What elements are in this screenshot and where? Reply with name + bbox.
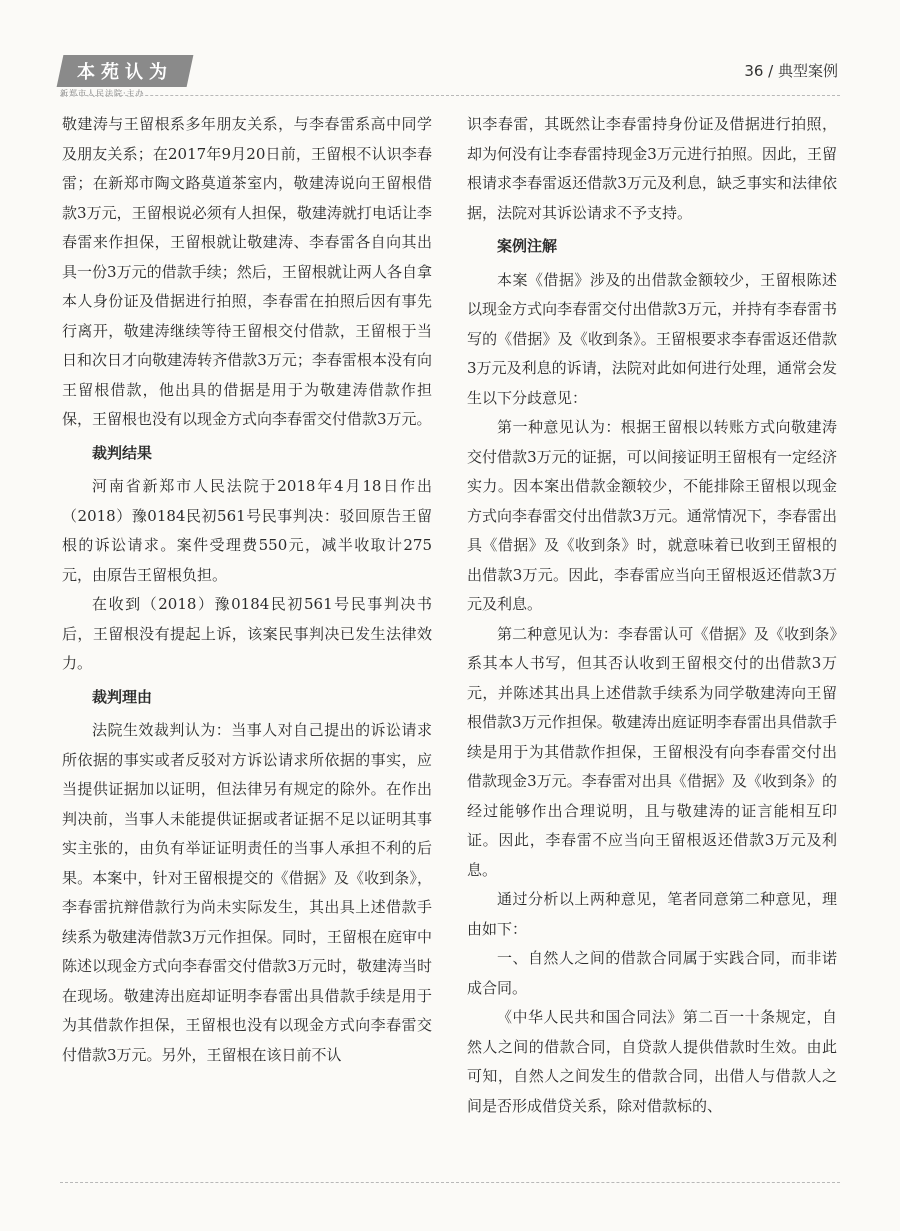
result-paragraph-1: 河南省新郑市人民法院于2018年4月18日作出（2018）豫0184民初561号民事判决：驳回原告王留根的诉讼请求。案件受理费550元，减半收取计275元，由原告王留根负担。 bbox=[62, 477, 432, 584]
note-paragraph-1: 本案《借据》涉及的出借款金额较少，王留根陈述以现金方式向李春雷交付出借款3万元，并持有李春雷书写的《借据》及《收到条》。王留根要求李春雷返还借款3万元及利息的诉请，法院对此如何进行处理，通常会发生以下分歧意见： bbox=[467, 270, 837, 407]
facts-paragraph: 敬建涛与王留根系多年朋友关系，与李春雷系高中同学及朋友关系；在2017年9月20日前，王留根不认识李春雷；在新郑市陶文路莫道茶室内，敬建涛说向王留根借款3万元，王留根说必须有人担保，敬建涛就打电话让李春雷来作担保，王留根就让敬建涛、李春雷各自向其出具一份3万元的借款手续；然后，王留根就让两人各自拿本人身份证及借据进行拍照，李春雷在拍照后因有事先行离开，敬建涛继续等待王留根交付借款，王留根于当日和次日才向敬建涛转齐借款3万元；李春雷根本没有向王留根借款，他出具的借据是用于为敬建涛借款作担保，王留根也没有以现金方式向李春雷交付借款3万元。 bbox=[62, 115, 432, 428]
note-paragraph-6: 《中华人民共和国合同法》第二百一十条规定，自然人之间的借款合同，自贷款人提供借款时生效。由此可知，自然人之间发生的借款合同，出借人与借款人之间是否形成借贷关系，除对借款标的、 bbox=[467, 1008, 837, 1115]
result-paragraph-2: 在收到（2018）豫0184民初561号民事判决书后，王留根没有提起上诉，该案民事判决已发生法律效力。 bbox=[62, 595, 432, 672]
heading-judgment-result: 裁判结果 bbox=[92, 443, 153, 462]
note-paragraph-4: 通过分析以上两种意见，笔者同意第二种意见，理由如下： bbox=[467, 890, 837, 938]
heading-judgment-reason: 裁判理由 bbox=[92, 687, 153, 706]
right-column bbox=[467, 110, 837, 1121]
reason-paragraph: 法院生效裁判认为：当事人对自己提出的诉讼请求所依据的事实或者反驳对方诉讼请求所依据的事实，应当提供证据加以证明，但法律另有规定的除外。在作出判决前，当事人未能提供证据或者证据不足以证明其事实主张的，由负有举证证明责任的当事人承担不利的后果。本案中，针对王留根提交的《借据》及《收到条》，李春雷抗辩借款行为尚未实际发生，其出具上述借款手续系为敬建涛借款3万元作担保。同时，王留根在庭审中陈述以现金方式向李春雷交付借款3万元时，敬建涛当时在现场。敬建涛出庭却证明李春雷出具借款手续是用于为其借款作担保，王留根也没有以现金方式向李春雷交付借款3万元。另外，王留根在该日前不认 bbox=[62, 721, 432, 1064]
header-divider bbox=[60, 95, 840, 96]
publisher-subtitle: 新郑市人民法院·主办 bbox=[60, 89, 145, 98]
left-column bbox=[62, 110, 432, 1070]
note-paragraph-3: 第二种意见认为：李春雷认可《借据》及《收到条》系其本人书写，但其否认收到王留根交付的出借款3万元，并陈述其出具上述借款手续系为同学敬建涛向王留根借款3万元作担保。敬建涛出庭证明李春雷出具借款手续是用于为其借款作担保，王留根没有向李春雷交付出借款现金3万元。李春雷对出具《借据》及《收到条》的经过能够作出合理说明，且与敬建涛的证言能相互印证。因此，李春雷不应当向王留根返还借款3万元及利息。 bbox=[467, 624, 837, 879]
heading-case-note: 案例注解 bbox=[497, 237, 558, 255]
column-brand-banner bbox=[57, 55, 194, 87]
reason-continued-paragraph: 识李春雷，其既然让李春雷持身份证及借据进行拍照，却为何没有让李春雷持现金3万元进行拍照。因此，王留根请求李春雷返还借款3万元及利息，缺乏事实和法律依据，法院对其诉讼请求不予支持。 bbox=[467, 115, 837, 222]
footer-divider bbox=[60, 1182, 840, 1183]
column-brand: 本苑认为 bbox=[77, 62, 173, 83]
note-paragraph-2: 第一种意见认为：根据王留根以转账方式向敬建涛交付借款3万元的证据，可以间接证明王留根有一定经济实力。因本案出借款金额较少，不能排除王留根以现金方式向李春雷交付出借款3万元。通常情况下，李春雷出具《借据》及《收到条》时，就意味着已收到王留根的出借款3万元。因此，李春雷应当向王留根返还借款3万元及利息。 bbox=[467, 418, 837, 613]
page-number-section: 36 / 典型案例 bbox=[744, 62, 838, 80]
note-paragraph-5: 一、自然人之间的借款合同属于实践合同，而非诺成合同。 bbox=[467, 949, 837, 997]
